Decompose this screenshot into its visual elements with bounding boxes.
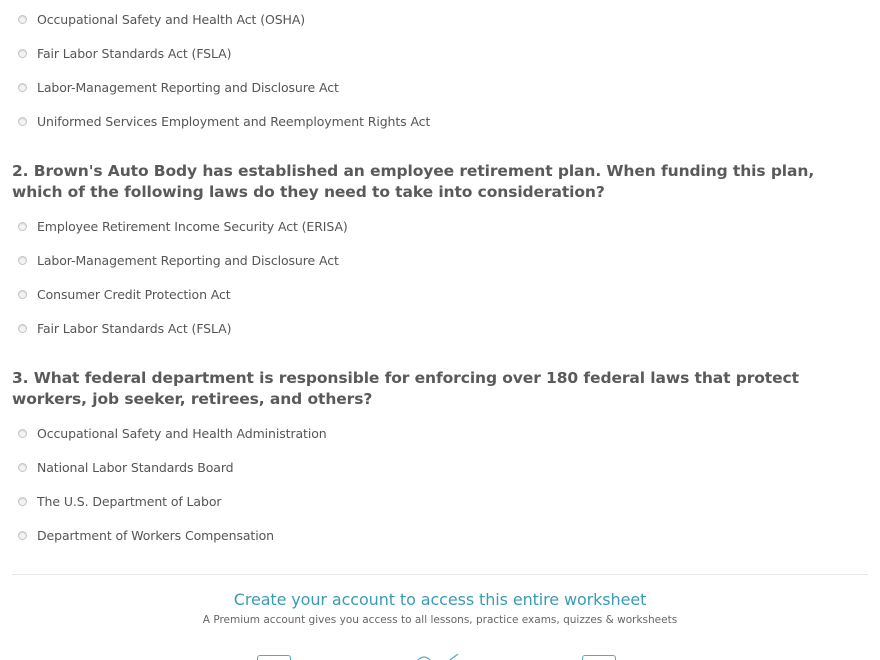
option-label: The U.S. Department of Labor — [37, 493, 222, 509]
option-label: National Labor Standards Board — [37, 459, 234, 475]
q3-option-4[interactable] — [18, 525, 274, 545]
feature-icon-right — [582, 655, 616, 660]
option-label: Fair Labor Standards Act (FSLA) — [37, 320, 232, 336]
radio-button[interactable] — [18, 83, 27, 92]
radio-button[interactable] — [18, 49, 27, 58]
question-2-text: 2. Brown's Auto Body has established an employee retirement plan. When funding this plan, which of the following laws do they need to take into consideration? — [12, 162, 815, 201]
q2-option-4[interactable] — [18, 318, 231, 338]
create-account-link[interactable]: Create your account to access this entire worksheet — [233, 590, 647, 609]
radio-button[interactable] — [18, 463, 27, 472]
q3-option-3[interactable] — [18, 491, 221, 511]
radio-button[interactable] — [18, 531, 27, 540]
option-label: Occupational Safety and Health Act (OSHA) — [37, 11, 306, 27]
radio-button[interactable] — [18, 290, 27, 299]
option-label: Uniformed Services Employment and Reemployment Rights Act — [37, 113, 431, 129]
q1-option-4[interactable] — [18, 111, 430, 131]
q3-option-2[interactable] — [18, 457, 233, 477]
feature-icon-middle — [412, 654, 464, 660]
option-label: Department of Workers Compensation — [37, 527, 274, 543]
radio-button[interactable] — [18, 497, 27, 506]
q1-option-3[interactable] — [18, 77, 339, 97]
option-label: Fair Labor Standards Act (FSLA) — [37, 45, 232, 61]
question-3-text: 3. What federal department is responsible for enforcing over 180 federal laws that protect workers, job seeker, retirees, and others? — [12, 369, 799, 408]
radio-button[interactable] — [18, 222, 27, 231]
q2-option-1[interactable] — [18, 216, 348, 236]
radio-button[interactable] — [18, 256, 27, 265]
radio-button[interactable] — [18, 429, 27, 438]
premium-description: A Premium account gives you access to all lessons, practice exams, quizzes & worksheets — [202, 614, 678, 626]
q3-option-1[interactable] — [18, 423, 327, 443]
option-label: Labor-Management Reporting and Disclosure Act — [37, 252, 339, 268]
option-label: Employee Retirement Income Security Act (ERISA) — [37, 218, 348, 234]
q2-option-2[interactable] — [18, 250, 339, 270]
feature-icon-left — [257, 655, 291, 660]
section-divider — [12, 574, 868, 575]
q2-option-3[interactable] — [18, 284, 231, 304]
q1-option-1[interactable] — [18, 9, 305, 29]
q1-option-2[interactable] — [18, 43, 231, 63]
radio-button[interactable] — [18, 15, 27, 24]
option-label: Occupational Safety and Health Administration — [37, 425, 327, 441]
option-label: Consumer Credit Protection Act — [37, 286, 231, 302]
radio-button[interactable] — [18, 117, 27, 126]
option-label: Labor-Management Reporting and Disclosure Act — [37, 79, 339, 95]
radio-button[interactable] — [18, 324, 27, 333]
